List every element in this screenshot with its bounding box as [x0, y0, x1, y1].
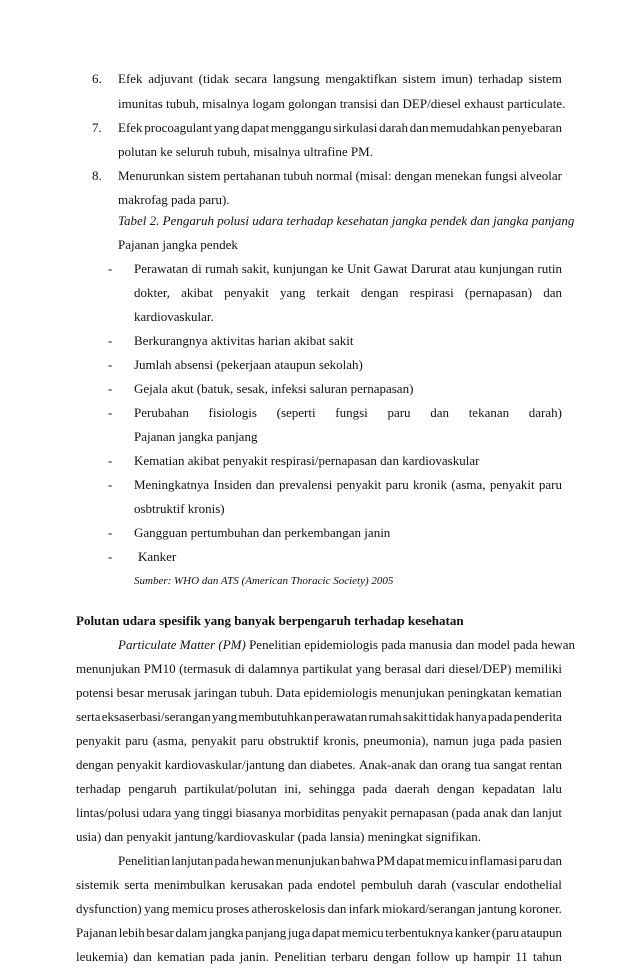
long-item-1: Kematian akibat penyakit respirasi/pernapasan dan kardiovaskular [134, 453, 480, 468]
short-item-1-line-2: dokter, akibat penyakit yang terkait dengan respirasi (pernapasan) dan [134, 285, 562, 300]
short-term-heading: Pajanan jangka pendek [118, 237, 238, 252]
bullet-dash: - [108, 405, 113, 420]
bullet-dash: - [108, 477, 113, 492]
bullet-dash: - [108, 261, 113, 276]
long-item-2-line-1: Meningkatnya Insiden dan prevalensi penyakit paru kronik (asma, penyakit paru [134, 477, 562, 492]
short-item-5: Perubahan fisiologis (seperti fungsi paru dan tekanan darah) [134, 405, 562, 420]
list-number-6: 6. [92, 71, 102, 86]
long-item-2-line-2: osbtruktif kronis) [134, 501, 225, 516]
para1-line-6: dengan penyakit kardiovaskular/jantung dan diabetes. Anak-anak dan orang tua sangat rentan [76, 757, 562, 772]
list-number-7: 7. [92, 120, 102, 135]
para2-line-1: Penelitian lanjutan pada hewan menunjukan bahwa PM dapat memicu inflamasi paru dan [118, 853, 562, 868]
bullet-dash: - [108, 549, 113, 564]
bullet-dash: - [108, 525, 113, 540]
long-item-4: Kanker [138, 549, 177, 564]
para2-line-3: dysfunction) yang memicu proses atheroskelosis dan infark miokard/serangan jantung koroner. [76, 901, 562, 916]
list-item-8-line-2: makrofag pada paru). [118, 192, 230, 207]
table-source: Sumber: WHO dan ATS (American Thoracic Society) 2005 [134, 575, 394, 587]
list-item-6-line-2: imunitas tubuh, misalnya logam golongan transisi dan DEP/diesel exhaust particulate. [118, 96, 566, 111]
para1-italic-term: Particulate Matter (PM) [118, 637, 246, 652]
bullet-dash: - [108, 453, 113, 468]
list-item-7-line-2: polutan ke seluruh tubuh, misalnya ultrafine PM. [118, 144, 373, 159]
para2-line-4: Pajanan lebih besar dalam jangka panjang juga dapat memicu terbentuknya kanker (paru ataupun [76, 925, 562, 940]
bullet-dash: - [108, 357, 113, 372]
list-number-8: 8. [92, 168, 102, 183]
para1-line-8: lintas/polusi udara yang tinggi biasanya morbiditas penyakit pernapasan (pada anak dan lanjut [76, 805, 562, 820]
para1-line-4: serta eksaserbasi/serangan yang membutuhkan perawatan rumah sakit tidak hanya pada penderita [76, 709, 562, 724]
bullet-dash: - [108, 381, 113, 396]
para2-line-2: sistemik serta menimbulkan kerusakan pada endotel pembuluh darah (vascular endothelial [76, 877, 562, 892]
table-caption: Tabel 2. Pengaruh polusi udara terhadap kesehatan jangka pendek dan jangka panjang [118, 213, 575, 228]
para1-line-9: usia) dan penyakit jantung/kardiovaskular (pada lansia) meningkat signifikan. [76, 829, 482, 844]
para1-first-text: Penelitian epidemiologis pada manusia dan model pada hewan [245, 637, 576, 652]
short-item-2: Berkurangnya aktivitas harian akibat sakit [134, 333, 354, 348]
short-item-3: Jumlah absensi (pekerjaan ataupun sekolah) [134, 357, 363, 372]
para1-line-1 [118, 637, 576, 653]
list-item-8-line-1: Menurunkan sistem pertahanan tubuh normal (misal: dengan menekan fungsi alveolar [118, 168, 562, 183]
list-item-7-line-1: Efek procoagulant yang dapat menggangu sirkulasi darah dan memudahkan penyebaran [118, 120, 562, 135]
long-term-heading: Pajanan jangka panjang [134, 429, 258, 444]
para1-line-3: potensi besar merusak jaringan tubuh. Data epidemiologis menunjukan peningkatan kematian [76, 685, 562, 700]
short-item-1-line-1: Perawatan di rumah sakit, kunjungan ke Unit Gawat Darurat atau kunjungan rutin [134, 261, 562, 276]
section-heading: Polutan udara spesifik yang banyak berpengaruh terhadap kesehatan [76, 613, 464, 628]
para1-line-7: terhadap pengaruh partikulat/polutan ini, sehingga pada daerah dengan kepadatan lalu [76, 781, 562, 796]
long-item-3: Gangguan pertumbuhan dan perkembangan janin [134, 525, 391, 540]
para1-line-5: penyakit paru (asma, penyakit paru obstruktif kronis, pneumonia), namun juga pada pasien [76, 733, 562, 748]
para1-line-2: menunjukan PM10 (termasuk di dalamnya partikulat yang berasal dari diesel/DEP) memiliki [76, 661, 562, 676]
bullet-dash: - [108, 333, 113, 348]
list-item-6-line-1: Efek adjuvant (tidak secara langsung mengaktifkan sistem imun) terhadap sistem [118, 71, 562, 86]
short-item-1-line-3: kardiovaskular. [134, 309, 214, 324]
short-item-4: Gejala akut (batuk, sesak, infeksi saluran pernapasan) [134, 381, 414, 396]
para2-line-5: leukemia) dan kematian pada janin. Penelitian terbaru dengan follow up hampir 11 tahun [76, 949, 562, 964]
